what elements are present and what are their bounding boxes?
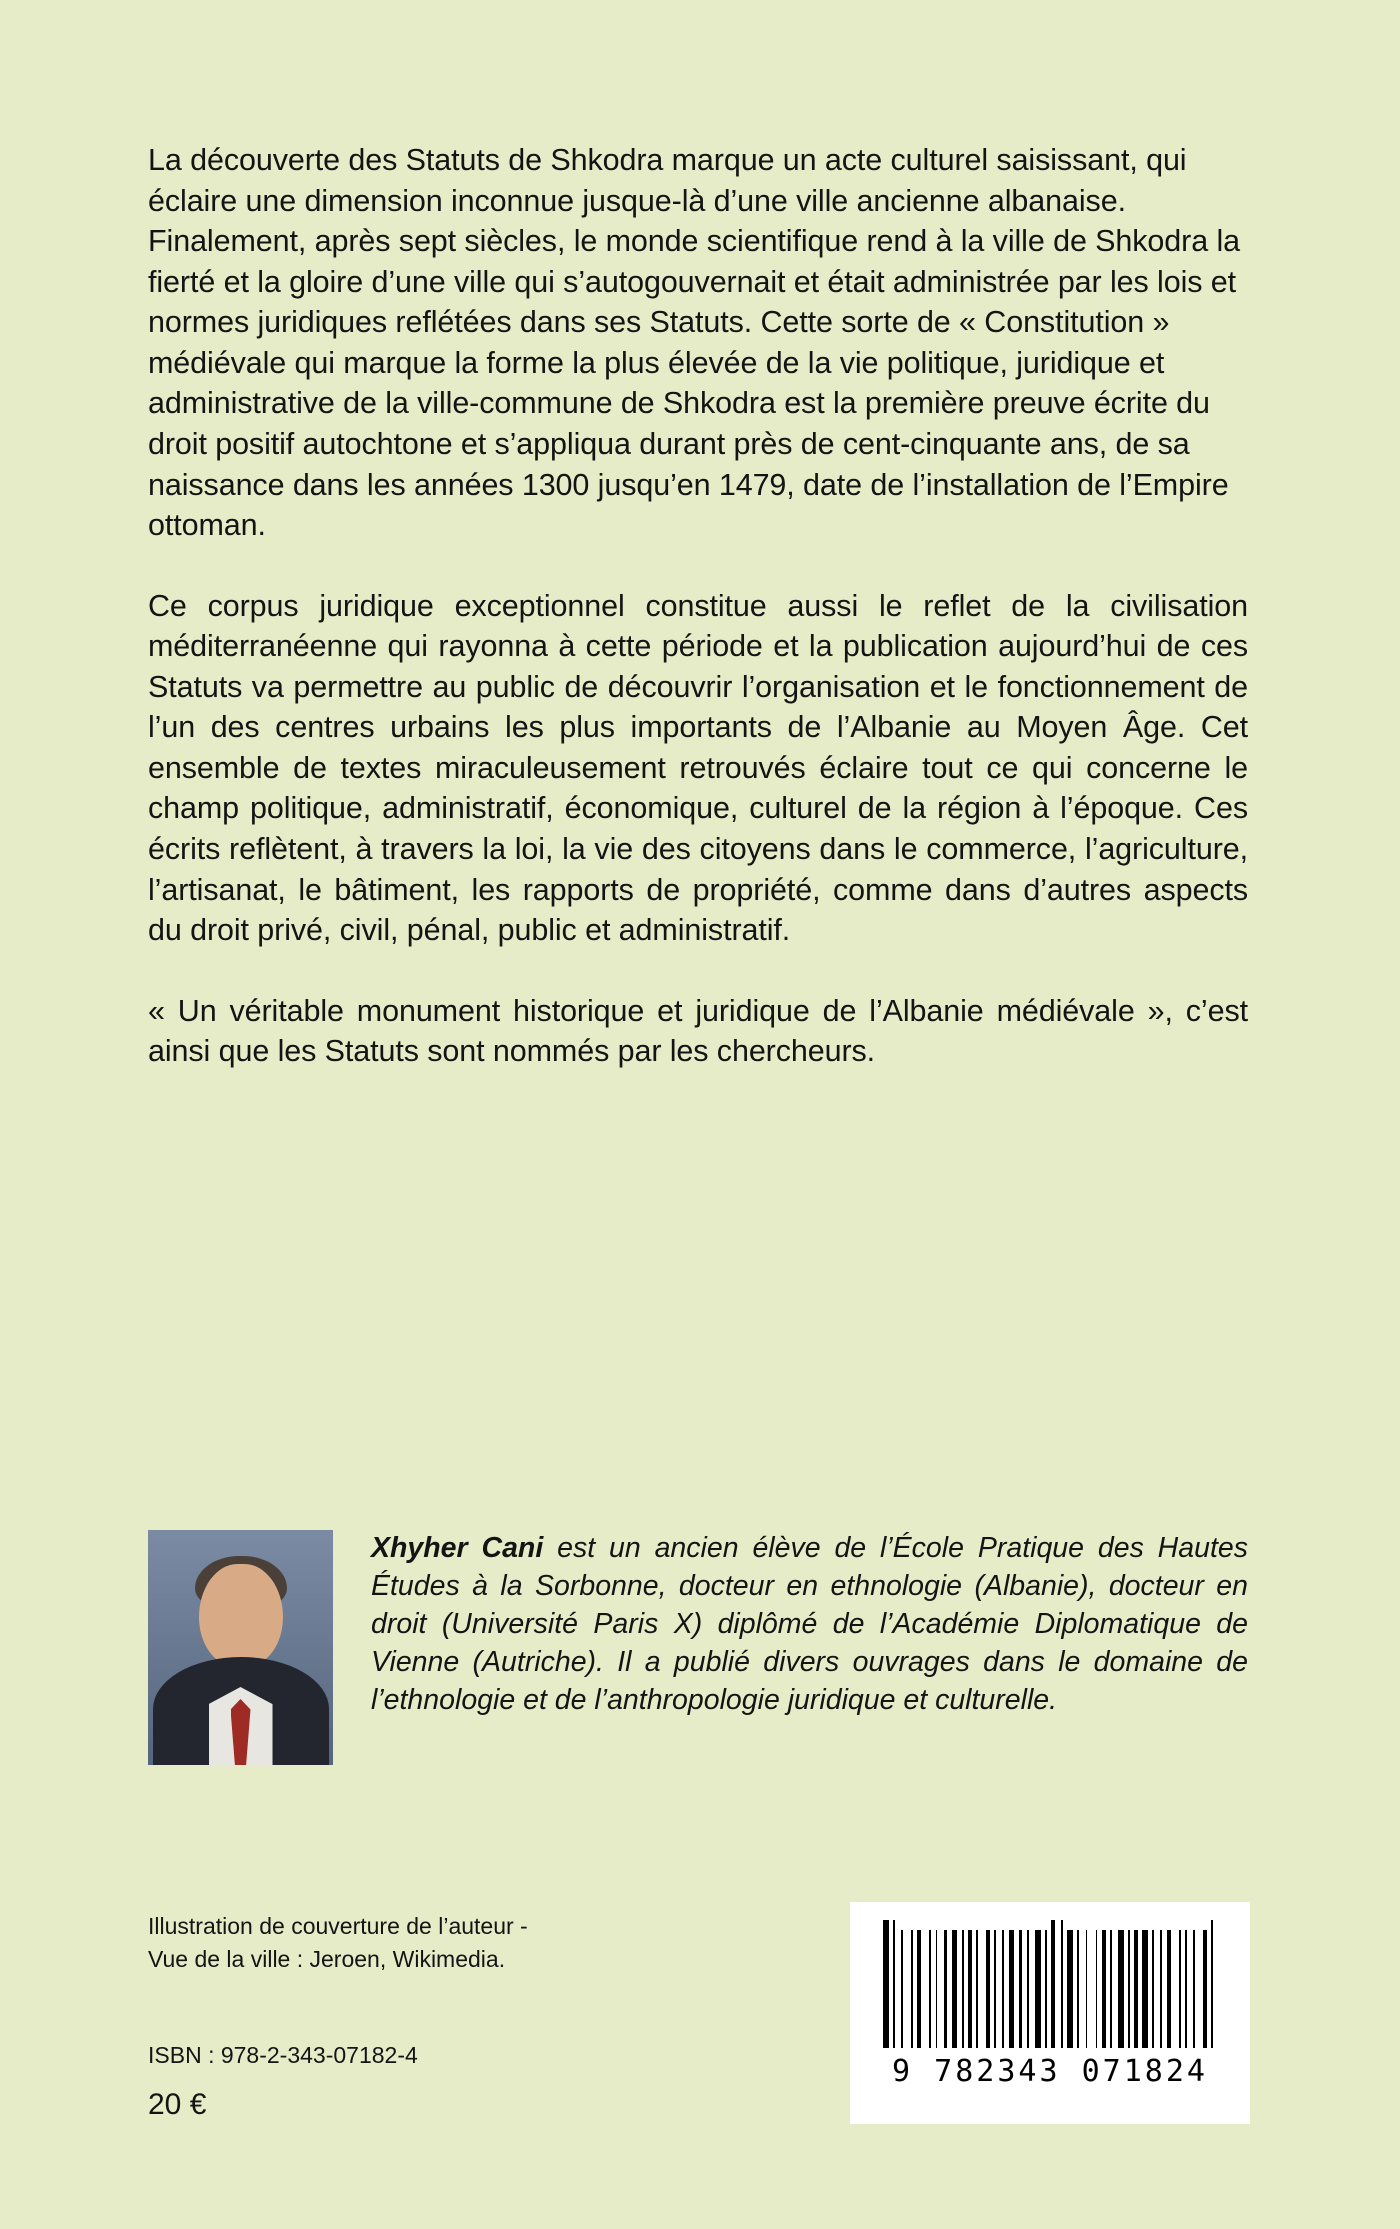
author-photo bbox=[148, 1530, 333, 1765]
footer-section bbox=[148, 1910, 1258, 2160]
author-name: Xhyher Cani bbox=[371, 1532, 544, 1564]
credit-line-1: Illustration de couverture de l’auteur - bbox=[148, 1913, 528, 1939]
blurb-section bbox=[148, 140, 1248, 1072]
author-bio-body: est un ancien élève de l’École Pratique des Hautes Études à la Sorbonne, docteur en ethnologie (Albanie), docteur en droit (Université Paris X) diplômé de l’Académie Diplomatique de Vienne (Autriche). Il a publié divers ouvrages dans le domaine de l’ethnologie et de l’anthropologie juridique et culturelle. bbox=[371, 1532, 1248, 1716]
barcode-bars bbox=[875, 1920, 1225, 2048]
blurb-paragraph-2: Ce corpus juridique exceptionnel constitue aussi le reflet de la civilisation méditerranéenne qui rayonna à cette période et la publication aujourd’hui de ces Statuts va permettre au public de découvrir l’organisation et le fonctionnement de l’un des centres urbains les plus importants de l’Albanie au Moyen Âge. Cet ensemble de textes miraculeusement retrouvés éclaire tout ce qui concerne le champ politique, administratif, économique, culturel de la région à l’époque. Ces écrits reflètent, à travers la loi, la vie des citoyens dans le commerce, l’agriculture, l’artisanat, le bâtiment, les rapports de propriété, comme dans d’autres aspects du droit privé, civil, pénal, public et administratif. bbox=[148, 588, 1248, 948]
author-bio-block bbox=[148, 1530, 1248, 1765]
cover-credits bbox=[148, 1910, 788, 1977]
barcode bbox=[850, 1902, 1250, 2124]
credit-line-2: Vue de la ville : Jeroen, Wikimedia. bbox=[148, 1946, 506, 1973]
blurb-paragraph-3: « Un véritable monument historique et juridique de l’Albanie médiévale », c’est ainsi que les Statuts sont nommés par les chercheurs. bbox=[148, 993, 1248, 1069]
isbn-text: ISBN : 978-2-343-07182-4 bbox=[148, 2042, 418, 2068]
price-text: 20 € bbox=[148, 2088, 207, 2121]
portrait-head bbox=[199, 1564, 283, 1666]
barcode-digits: 9 782343 071824 bbox=[892, 2054, 1208, 2089]
author-bio-text bbox=[371, 1530, 1248, 1719]
blurb-paragraph-1: La découverte des Statuts de Shkodra marque un acte culturel saisissant, qui éclaire une dimension inconnue jusque-là d’une ville ancienne albanaise. Finalement, après sept siècles, le monde scientifique rend à la ville de Shkodra la fierté et la gloire d’une ville qui s’autogouvernait et était administrée par les lois et normes juridiques reflétées dans ses Statuts. Cette sorte de « Constitution » médiévale qui marque la forme la plus élevée de la vie politique, juridique et administrative de la ville-commune de Shkodra est la première preuve écrite du droit positif autochtone et s’appliqua durant près de cent-cinquante ans, de sa naissance dans les années 1300 jusqu’en 1479, date de l’installation de l’Empire ottoman. bbox=[148, 143, 1240, 543]
